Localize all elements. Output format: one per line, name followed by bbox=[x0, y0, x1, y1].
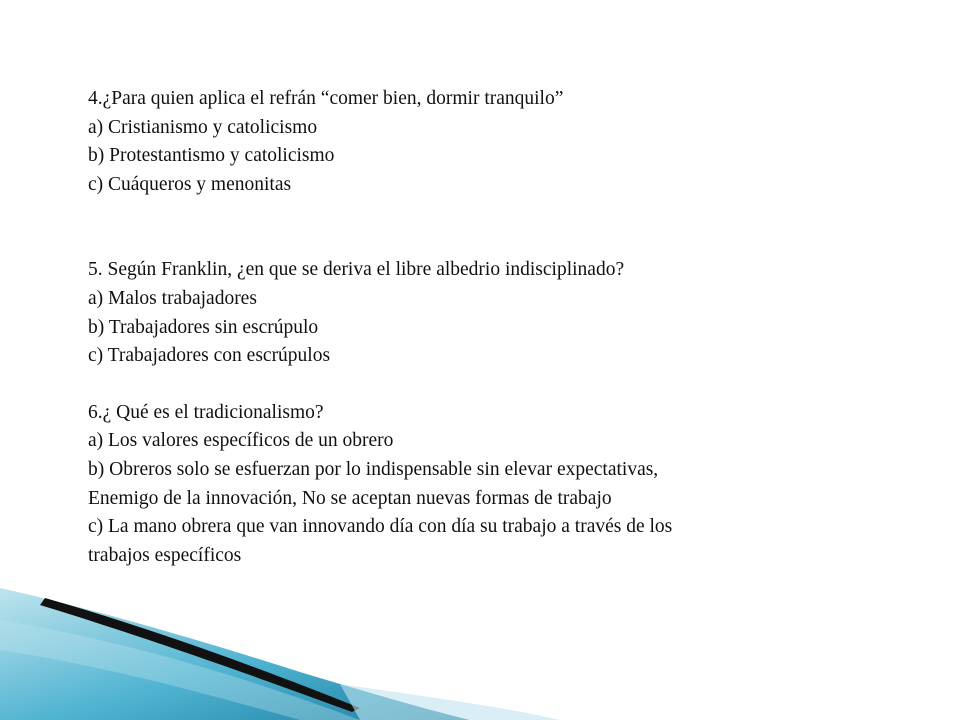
question-6-option-c: c) La mano obrera que van innovando día con día su trabajo a través de los bbox=[88, 516, 673, 538]
question-4-option-b: b) Protestantismo y catolicismo bbox=[88, 145, 335, 167]
question-5 bbox=[88, 256, 928, 370]
question-6-option-b-continued: Enemigo de la innovación, No se aceptan nuevas formas de trabajo bbox=[88, 487, 612, 509]
question-4-prompt: 4.¿Para quien aplica el refrán “comer bien, dormir tranquilo” bbox=[88, 88, 564, 109]
question-6-option-a: a) Los valores específicos de un obrero bbox=[88, 430, 394, 452]
light-panel bbox=[340, 684, 560, 720]
question-4 bbox=[88, 85, 928, 199]
question-4-option-c: c) Cuáqueros y menonitas bbox=[88, 173, 292, 195]
question-6-option-c-continued: trabajos específicos bbox=[88, 544, 242, 566]
question-6-prompt: 6.¿ Qué es el tradicionalismo? bbox=[88, 401, 324, 423]
question-5-option-b: b) Trabajadores sin escrúpulo bbox=[88, 316, 319, 338]
question-4-option-a: a) Cristianismo y catolicismo bbox=[88, 116, 318, 138]
question-6-option-b: b) Obreros solo se esfuerzan por lo indispensable sin elevar expectativas, bbox=[88, 458, 659, 480]
question-5-option-c: c) Trabajadores con escrúpulos bbox=[88, 345, 331, 367]
corner-wave-decoration bbox=[0, 580, 960, 720]
question-6 bbox=[88, 399, 928, 571]
question-5-prompt: 5. Según Franklin, ¿en que se deriva el libre albedrio indisciplinado? bbox=[88, 259, 625, 281]
question-5-option-a: a) Malos trabajadores bbox=[88, 287, 257, 309]
slide-content bbox=[88, 85, 928, 570]
